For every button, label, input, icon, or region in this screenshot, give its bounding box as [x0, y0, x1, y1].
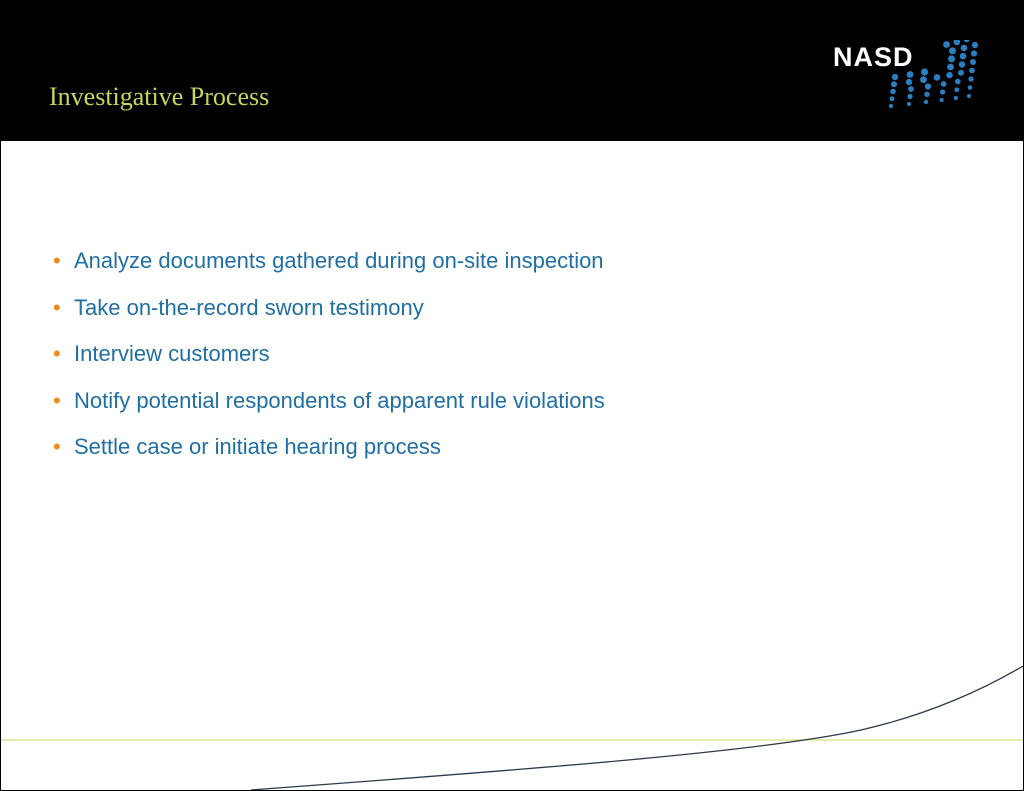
- bullet-marker-icon: •: [53, 248, 61, 273]
- bullet-marker-icon: •: [53, 434, 61, 459]
- logo-wordmark: NASD: [833, 42, 914, 72]
- bullet-text: Settle case or initiate hearing process: [74, 434, 441, 459]
- bullet-marker-icon: •: [53, 294, 61, 320]
- bullet-text: Take on-the-record sworn testimony: [74, 294, 424, 320]
- bullet-text: Notify potential respondents of apparent rule violations: [74, 387, 605, 413]
- footer-decoration: [1, 0, 1023, 790]
- bullet-text: Interview customers: [74, 341, 270, 366]
- bullet-text: Analyze documents gathered during on-site inspection: [74, 248, 604, 273]
- bullet-marker-icon: •: [53, 387, 61, 413]
- slide-title: Investigative Process: [49, 82, 270, 111]
- footer-swoosh-curve: [251, 666, 1023, 790]
- bullet-marker-icon: •: [53, 341, 61, 366]
